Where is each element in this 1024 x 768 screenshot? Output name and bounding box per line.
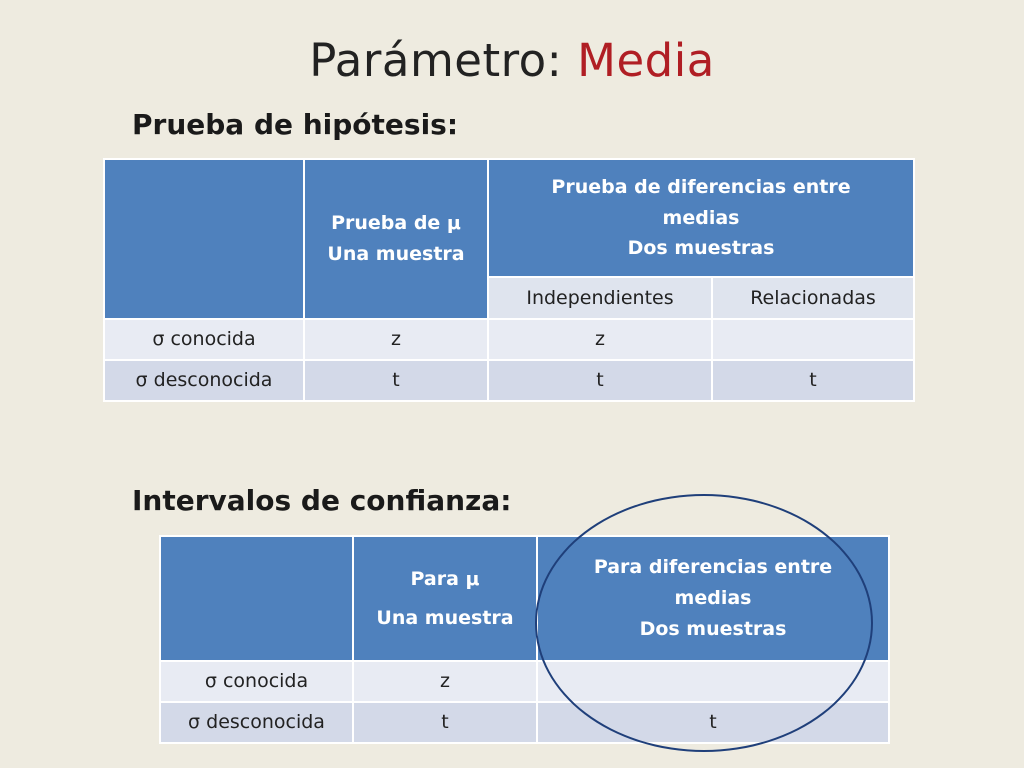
table-cell: z <box>488 319 712 360</box>
table-cell: z <box>304 319 488 360</box>
table-cell: t <box>353 702 537 743</box>
hypothesis-col2-line2: medias <box>662 206 740 229</box>
confidence-col2-line2: medias <box>674 587 752 610</box>
table-row <box>104 360 914 401</box>
table-cell: t <box>537 702 889 743</box>
table-cell: t <box>488 360 712 401</box>
row-label: σ conocida <box>104 319 304 360</box>
confidence-col1-line1: Para μ <box>410 567 480 590</box>
hypothesis-header-one-sample <box>304 159 488 319</box>
table-row <box>104 319 914 360</box>
table-cell: z <box>353 661 537 702</box>
table-row <box>160 702 889 743</box>
hypothesis-col1-line2: Una muestra <box>327 243 465 265</box>
confidence-header-one-sample <box>353 536 537 661</box>
row-label: σ conocida <box>160 661 353 702</box>
table-cell <box>537 661 889 702</box>
confidence-table <box>159 535 890 744</box>
table-cell: t <box>712 360 914 401</box>
confidence-col2-line3: Dos muestras <box>639 617 787 640</box>
hypothesis-heading: Prueba de hipótesis: <box>132 108 459 141</box>
title-prefix: Parámetro: <box>309 34 578 87</box>
slide-title <box>0 34 1024 87</box>
table-row <box>160 661 889 702</box>
hypothesis-sub-related: Relacionadas <box>712 277 914 319</box>
hypothesis-table <box>103 158 915 402</box>
confidence-header-empty <box>160 536 353 661</box>
hypothesis-header-empty <box>104 159 304 319</box>
hypothesis-col1-line1: Prueba de μ <box>331 212 461 235</box>
table-cell: t <box>304 360 488 401</box>
hypothesis-col2-line1: Prueba de diferencias entre <box>551 175 851 198</box>
row-label: σ desconocida <box>160 702 353 743</box>
hypothesis-col2-line3: Dos muestras <box>627 237 775 260</box>
confidence-col1-line2: Una muestra <box>376 606 514 629</box>
hypothesis-sub-independent: Independientes <box>488 277 712 319</box>
confidence-col2-line1: Para diferencias entre <box>593 556 833 579</box>
hypothesis-header-two-samples <box>488 159 914 277</box>
table-cell <box>712 319 914 360</box>
title-accent: Media <box>577 34 715 87</box>
row-label: σ desconocida <box>104 360 304 401</box>
confidence-header-two-samples <box>537 536 889 661</box>
confidence-heading: Intervalos de confianza: <box>132 484 512 517</box>
